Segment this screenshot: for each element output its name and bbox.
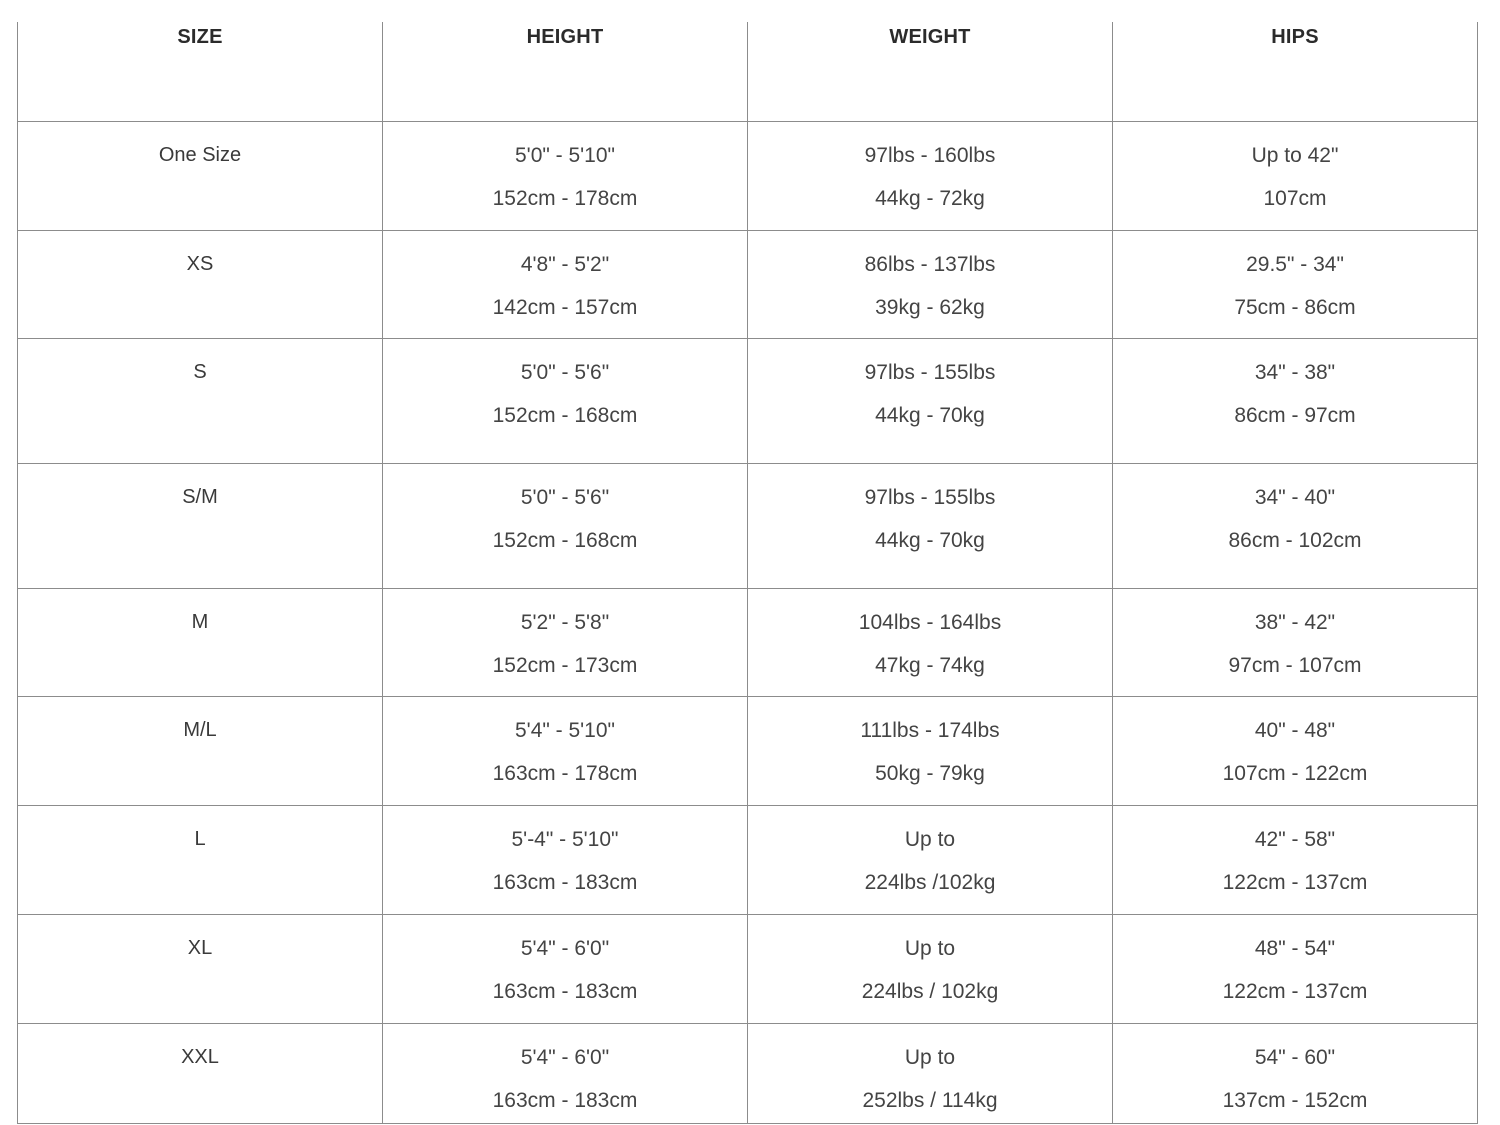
size-label: One Size bbox=[158, 143, 242, 166]
height-value-line: 163cm - 183cm bbox=[492, 979, 638, 1003]
hips-value-line: 42" - 58" bbox=[1254, 827, 1336, 851]
height-cell bbox=[383, 121, 748, 230]
size-label: S bbox=[193, 360, 207, 383]
height-value-line: 5'4" - 6'0" bbox=[520, 1045, 610, 1069]
hips-value-line: Up to 42" bbox=[1251, 143, 1339, 167]
hips-cell bbox=[1113, 588, 1478, 696]
hips-cell bbox=[1113, 463, 1478, 588]
hips-value-line: 40" - 48" bbox=[1254, 718, 1336, 742]
table-row bbox=[18, 696, 1478, 805]
height-value-line: 163cm - 183cm bbox=[492, 870, 638, 894]
height-value-line: 163cm - 178cm bbox=[492, 761, 638, 785]
hips-cell bbox=[1113, 914, 1478, 1023]
table-row bbox=[18, 463, 1478, 588]
weight-value-line: Up to bbox=[904, 827, 956, 851]
weight-value-line: 224lbs / 102kg bbox=[861, 979, 999, 1003]
weight-value-line: 47kg - 74kg bbox=[875, 653, 985, 677]
height-cell bbox=[383, 805, 748, 914]
weight-value-line: 252lbs / 114kg bbox=[862, 1088, 998, 1112]
weight-value-line: 104lbs - 164lbs bbox=[858, 610, 1002, 634]
weight-cell bbox=[748, 914, 1113, 1023]
weight-value-line: 111lbs - 174lbs bbox=[860, 718, 1000, 742]
table-row bbox=[18, 338, 1478, 463]
size-cell bbox=[18, 588, 383, 696]
hips-value-line: 86cm - 102cm bbox=[1228, 528, 1362, 552]
height-value-line: 5'4" - 5'10" bbox=[515, 718, 615, 742]
table-row bbox=[18, 805, 1478, 914]
height-value-line: 5'4" - 6'0" bbox=[520, 936, 610, 960]
size-cell bbox=[18, 1023, 383, 1123]
height-value-line: 163cm - 183cm bbox=[492, 1088, 638, 1112]
table-row bbox=[18, 914, 1478, 1023]
hips-value-line: 75cm - 86cm bbox=[1234, 295, 1356, 319]
height-cell bbox=[383, 914, 748, 1023]
size-label: M bbox=[191, 610, 209, 633]
table-row bbox=[18, 230, 1478, 338]
size-cell bbox=[18, 805, 383, 914]
header-row bbox=[18, 22, 1478, 121]
hips-value-line: 34" - 38" bbox=[1254, 360, 1336, 384]
weight-cell bbox=[748, 805, 1113, 914]
hips-value-line: 38" - 42" bbox=[1254, 610, 1336, 634]
size-cell bbox=[18, 121, 383, 230]
height-value-line: 4'8" - 5'2" bbox=[520, 252, 610, 276]
hips-value-line: 29.5" - 34" bbox=[1246, 252, 1344, 276]
size-cell bbox=[18, 696, 383, 805]
height-value-line: 5'2" - 5'8" bbox=[520, 610, 610, 634]
hips-cell bbox=[1113, 1023, 1478, 1123]
hips-value-line: 107cm - 122cm bbox=[1222, 761, 1368, 785]
weight-value-line: 86lbs - 137lbs bbox=[864, 252, 996, 276]
table-row bbox=[18, 121, 1478, 230]
weight-value-line: 50kg - 79kg bbox=[875, 761, 985, 785]
size-cell bbox=[18, 338, 383, 463]
height-value-line: 152cm - 173cm bbox=[492, 653, 638, 677]
header-hips: HIPS bbox=[1113, 22, 1478, 121]
weight-value-line: 44kg - 70kg bbox=[875, 403, 985, 427]
height-value-line: 5'0" - 5'10" bbox=[515, 143, 615, 167]
weight-value-line: 97lbs - 155lbs bbox=[864, 360, 996, 384]
header-height: HEIGHT bbox=[383, 22, 748, 121]
hips-value-line: 97cm - 107cm bbox=[1228, 653, 1362, 677]
weight-cell bbox=[748, 463, 1113, 588]
header-weight: WEIGHT bbox=[748, 22, 1113, 121]
weight-value-line: 224lbs /102kg bbox=[864, 870, 996, 894]
hips-value-line: 54" - 60" bbox=[1254, 1045, 1336, 1069]
hips-value-line: 122cm - 137cm bbox=[1222, 870, 1368, 894]
size-label: XS bbox=[186, 252, 214, 275]
hips-cell bbox=[1113, 230, 1478, 338]
height-value-line: 5'0" - 5'6" bbox=[520, 360, 610, 384]
height-cell bbox=[383, 696, 748, 805]
table-row bbox=[18, 588, 1478, 696]
size-label: L bbox=[194, 827, 206, 850]
height-cell bbox=[383, 338, 748, 463]
weight-cell bbox=[748, 338, 1113, 463]
weight-value-line: 97lbs - 160lbs bbox=[864, 143, 996, 167]
weight-cell bbox=[748, 696, 1113, 805]
hips-cell bbox=[1113, 338, 1478, 463]
height-cell bbox=[383, 230, 748, 338]
height-value-line: 5'-4" - 5'10" bbox=[511, 827, 619, 851]
height-value-line: 152cm - 178cm bbox=[492, 186, 638, 210]
height-cell bbox=[383, 588, 748, 696]
weight-cell bbox=[748, 1023, 1113, 1123]
size-label: S/M bbox=[182, 485, 218, 508]
height-value-line: 152cm - 168cm bbox=[492, 528, 638, 552]
hips-value-line: 137cm - 152cm bbox=[1222, 1088, 1368, 1112]
weight-value-line: 44kg - 70kg bbox=[875, 528, 985, 552]
header-size: SIZE bbox=[18, 22, 383, 121]
hips-value-line: 107cm bbox=[1263, 186, 1327, 210]
weight-cell bbox=[748, 121, 1113, 230]
size-label: XL bbox=[187, 936, 213, 959]
height-cell bbox=[383, 1023, 748, 1123]
hips-value-line: 48" - 54" bbox=[1254, 936, 1336, 960]
hips-value-line: 86cm - 97cm bbox=[1234, 403, 1356, 427]
height-value-line: 152cm - 168cm bbox=[492, 403, 638, 427]
weight-value-line: Up to bbox=[904, 936, 956, 960]
height-cell bbox=[383, 463, 748, 588]
weight-value-line: 97lbs - 155lbs bbox=[864, 485, 996, 509]
weight-cell bbox=[748, 588, 1113, 696]
hips-value-line: 34" - 40" bbox=[1254, 485, 1336, 509]
weight-value-line: 44kg - 72kg bbox=[875, 186, 985, 210]
height-value-line: 5'0" - 5'6" bbox=[520, 485, 610, 509]
hips-value-line: 122cm - 137cm bbox=[1222, 979, 1368, 1003]
weight-value-line: Up to bbox=[904, 1045, 956, 1069]
hips-cell bbox=[1113, 805, 1478, 914]
size-cell bbox=[18, 230, 383, 338]
table-body bbox=[18, 121, 1478, 1123]
hips-cell bbox=[1113, 121, 1478, 230]
size-label: XXL bbox=[181, 1045, 219, 1068]
size-cell bbox=[18, 914, 383, 1023]
size-chart-table bbox=[17, 22, 1478, 1124]
hips-cell bbox=[1113, 696, 1478, 805]
table-row bbox=[18, 1023, 1478, 1123]
height-value-line: 142cm - 157cm bbox=[492, 295, 638, 319]
weight-cell bbox=[748, 230, 1113, 338]
size-cell bbox=[18, 463, 383, 588]
size-label: M/L bbox=[183, 718, 217, 741]
weight-value-line: 39kg - 62kg bbox=[875, 295, 985, 319]
